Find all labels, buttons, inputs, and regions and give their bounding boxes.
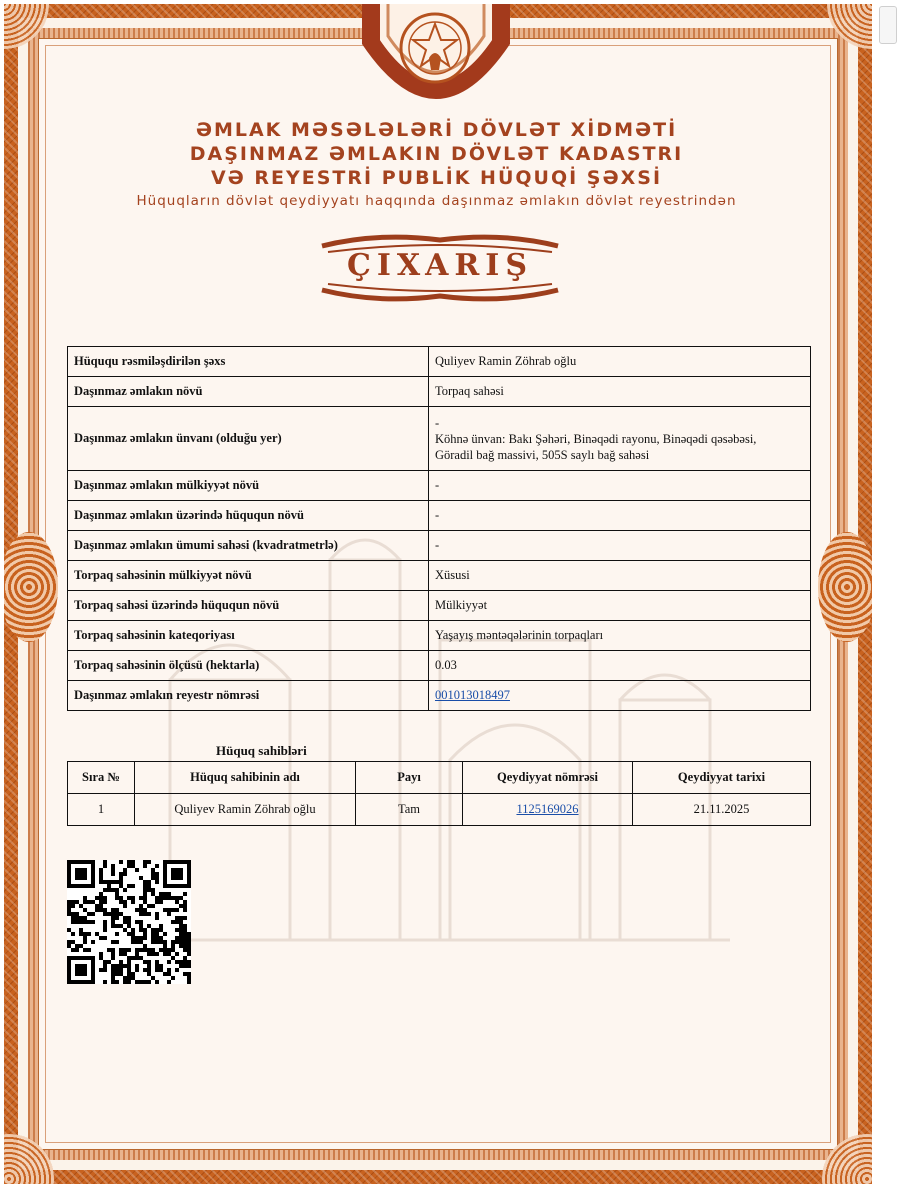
table-row xyxy=(68,681,811,711)
scrollbar-button[interactable] xyxy=(879,6,897,44)
column-header-reg-number: Qeydiyyat nömrəsi xyxy=(463,762,633,794)
owner-reg-date: 21.11.2025 xyxy=(633,794,811,826)
info-label: Daşınmaz əmlakın ümumi sahəsi (kvadratmetrlə) xyxy=(68,531,429,561)
owner-no: 1 xyxy=(68,794,135,826)
column-header-reg-date: Qeydiyyat tarixi xyxy=(633,762,811,794)
address-old-line2: Göradil bağ massivi, 505S saylı bağ sahəsi xyxy=(434,447,650,462)
owner-share: Tam xyxy=(356,794,463,826)
info-value: Quliyev Ramin Zöhrab oğlu xyxy=(428,347,810,377)
address-old-line1: Köhnə ünvan: Bakı Şəhəri, Binəqədi rayonu, Binəqədi qəsəbəsi, xyxy=(434,431,757,446)
owner-reg-number-cell xyxy=(463,794,633,826)
info-value: Mülkiyyət xyxy=(428,591,810,621)
table-row xyxy=(68,407,811,471)
registration-number-link[interactable]: 1125169026 xyxy=(516,802,579,816)
info-label: Daşınmaz əmlakın ünvanı (olduğu yer) xyxy=(68,407,429,471)
info-label: Torpaq sahəsinin kateqoriyası xyxy=(68,621,429,651)
info-value: - xyxy=(428,501,810,531)
info-label: Torpaq sahəsinin mülkiyyət növü xyxy=(68,561,429,591)
info-value: Yaşayış məntəqələrinin torpaqları xyxy=(428,621,810,651)
qr-code-icon[interactable] xyxy=(67,860,191,984)
document-subtitle: Hüquqların dövlət qeydiyyatı haqqında daşınmaz əmlakın dövlət reyestrindən xyxy=(136,193,737,209)
table-header-row xyxy=(68,762,811,794)
info-label: Daşınmaz əmlakın reyestr nömrəsi xyxy=(68,681,429,711)
info-value: - xyxy=(428,531,810,561)
right-rosette-ornament xyxy=(818,532,872,642)
info-label: Daşınmaz əmlakın mülkiyyət növü xyxy=(68,471,429,501)
info-label: Daşınmaz əmlakın növü xyxy=(68,377,429,407)
info-value: Xüsusi xyxy=(428,561,810,591)
table-row xyxy=(68,621,811,651)
table-row xyxy=(68,471,811,501)
table-row xyxy=(68,651,811,681)
table-row xyxy=(68,561,811,591)
agency-title-line1: ƏMLAK MƏSƏLƏLƏRİ DÖVLƏT XİDMƏTİ xyxy=(195,119,678,141)
info-value: Torpaq sahəsi xyxy=(428,377,810,407)
registry-number-cell xyxy=(428,681,810,711)
table-row xyxy=(68,591,811,621)
agency-title-line3: VƏ REYESTRİ PUBLİK HÜQUQİ ŞƏXSİ xyxy=(210,167,663,189)
property-info-table xyxy=(67,346,811,711)
info-label: Hüququ rəsmiləşdirilən şəxs xyxy=(68,347,429,377)
table-row xyxy=(68,531,811,561)
state-emblem-icon xyxy=(395,8,475,88)
table-row xyxy=(68,377,811,407)
info-label: Daşınmaz əmlakın üzərində hüququn növü xyxy=(68,501,429,531)
column-header-share: Payı xyxy=(356,762,463,794)
table-row xyxy=(68,794,811,826)
info-value: 0.03 xyxy=(428,651,810,681)
document-title: ÇIXARIŞ xyxy=(346,248,534,283)
info-value: - xyxy=(428,471,810,501)
table-row xyxy=(68,347,811,377)
owner-name: Quliyev Ramin Zöhrab oğlu xyxy=(135,794,356,826)
info-label: Torpaq sahəsi üzərində hüququn növü xyxy=(68,591,429,621)
address-current: - xyxy=(434,415,440,430)
column-header-no: Sıra № xyxy=(68,762,135,794)
address-value xyxy=(428,407,810,471)
info-label: Torpaq sahəsinin ölçüsü (hektarla) xyxy=(68,651,429,681)
table-row xyxy=(68,501,811,531)
owners-section-title: Hüquq sahibləri xyxy=(216,743,307,758)
registry-number-link[interactable]: 001013018497 xyxy=(434,688,510,702)
agency-title-line2: DAŞINMAZ ƏMLAKIN DÖVLƏT KADASTRI xyxy=(189,143,684,165)
column-header-owner-name: Hüquq sahibinin adı xyxy=(135,762,356,794)
owners-table xyxy=(67,761,811,826)
